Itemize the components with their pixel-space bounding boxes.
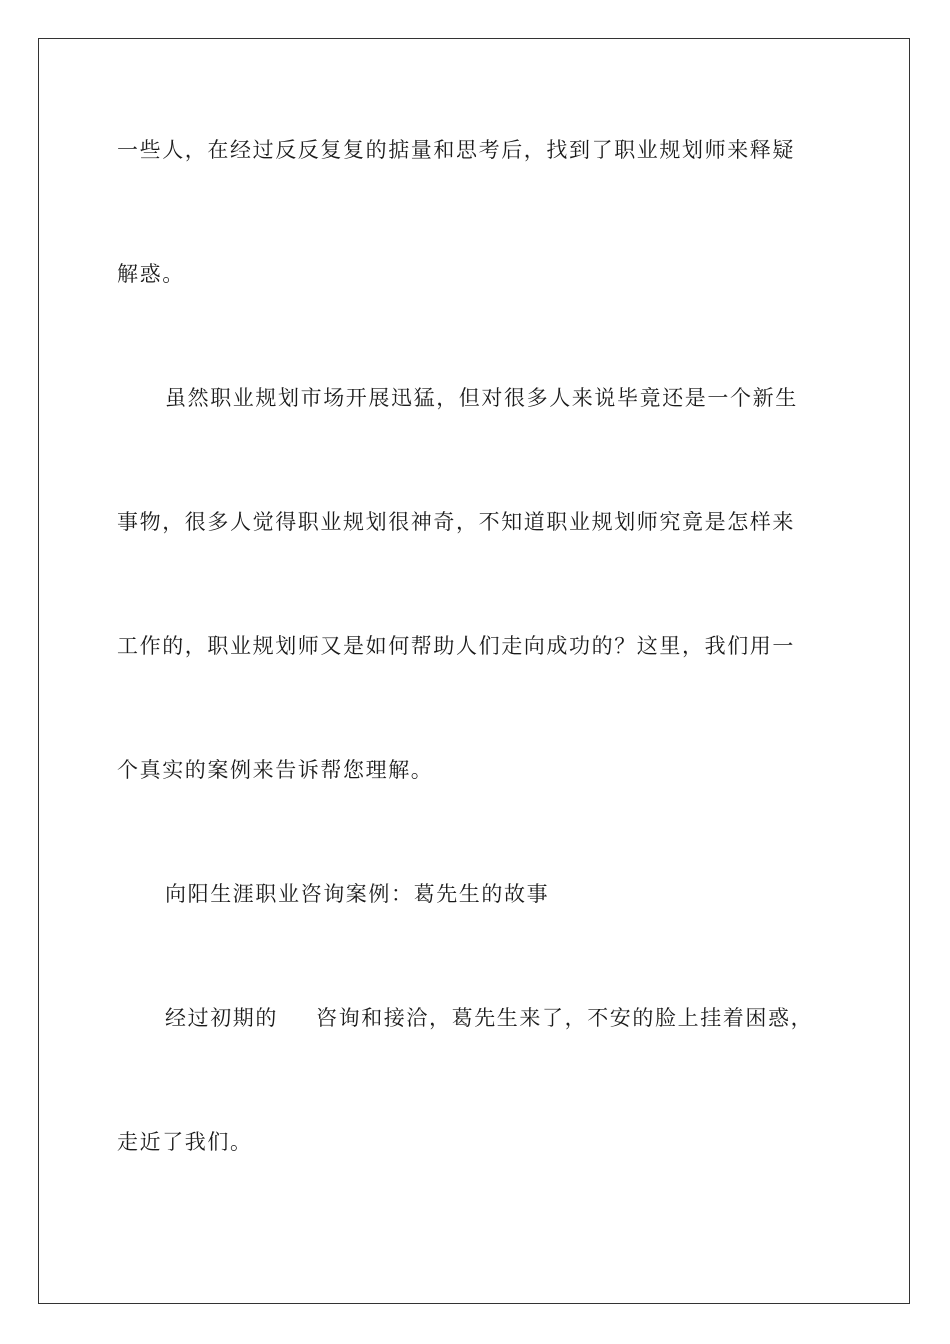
- paragraph-line: 个真实的案例来告诉帮您理解。: [117, 758, 434, 782]
- paragraph-line: 解惑。: [117, 262, 185, 286]
- text-segment: 咨询和接洽，葛先生来了，不安的脸上挂着困惑，: [316, 1006, 814, 1030]
- paragraph-line: 事物，很多人觉得职业规划很神奇，不知道职业规划师究竟是怎样来: [117, 510, 795, 534]
- paragraph-line: 一些人，在经过反反复复的掂量和思考后，找到了职业规划师来释疑: [117, 138, 795, 162]
- text-segment: 经过初期的: [165, 1006, 278, 1030]
- paragraph-line: 走近了我们。: [117, 1130, 253, 1154]
- paragraph-line: 虽然职业规划市场开展迅猛，但对很多人来说毕竟还是一个新生: [165, 386, 798, 410]
- paragraph-line: 工作的，职业规划师又是如何帮助人们走向成功的？这里，我们用一: [117, 634, 795, 658]
- paragraph-line: [165, 1004, 885, 1032]
- section-heading: 向阳生涯职业咨询案例：葛先生的故事: [165, 882, 550, 906]
- page-border: [38, 38, 910, 1304]
